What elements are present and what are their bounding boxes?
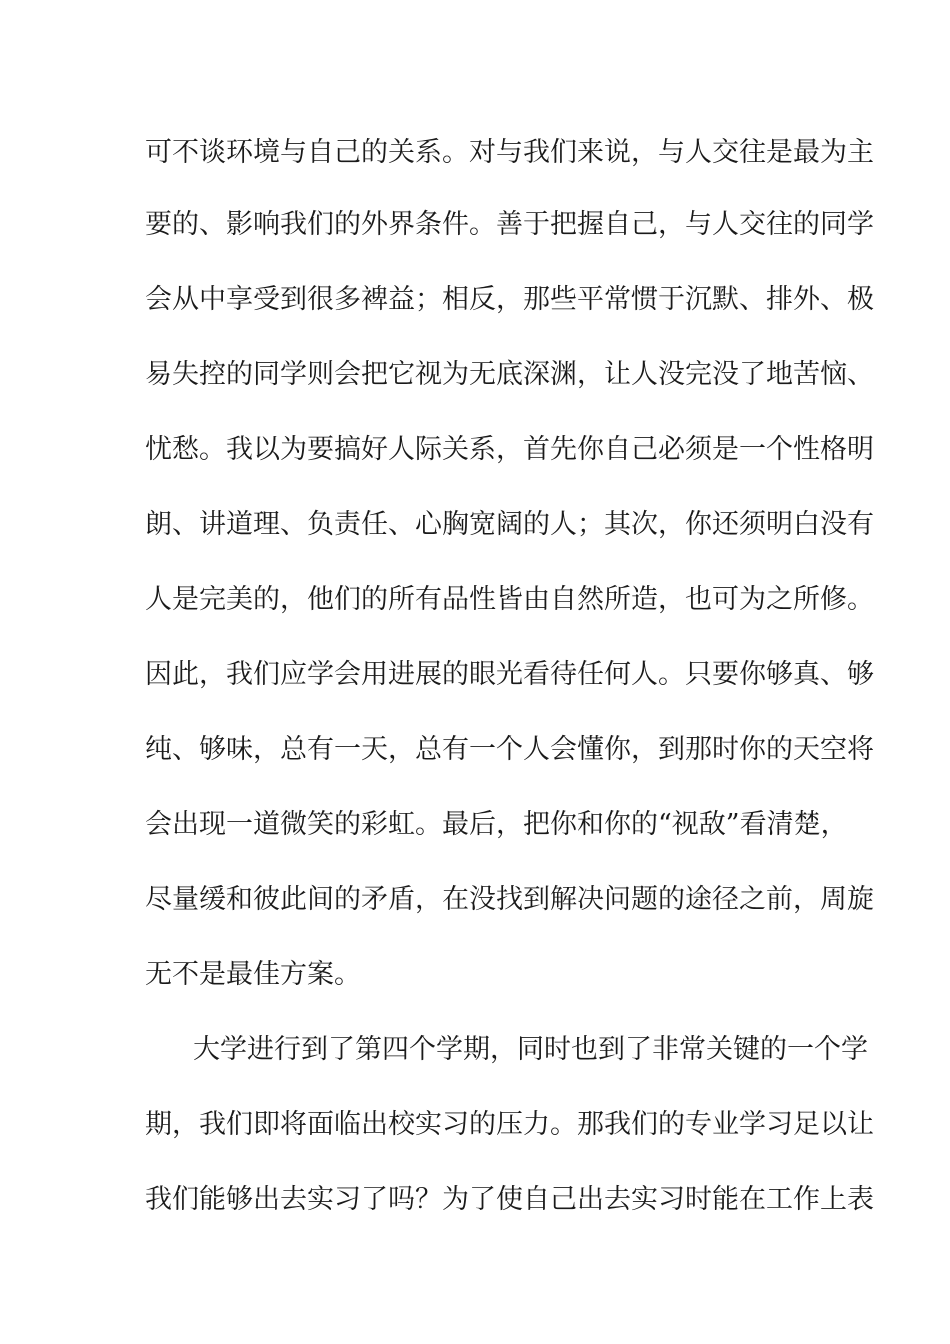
paragraph-line: 无不是最佳方案。 bbox=[145, 959, 361, 990]
paragraph-line: 我们能够出去实习了吗？为了使自己出去实习时能在工作上表 bbox=[145, 1184, 874, 1215]
paragraph-line: 纯、够味，总有一天，总有一个人会懂你，到那时你的天空将 bbox=[145, 734, 874, 765]
paragraph-line: 因此，我们应学会用进展的眼光看待任何人。只要你够真、够 bbox=[145, 659, 874, 690]
paragraph-line: 大学进行到了第四个学期，同时也到了非常关键的一个学 bbox=[193, 1034, 868, 1065]
paragraph-line: 期，我们即将面临出校实习的压力。那我们的专业学习足以让 bbox=[145, 1109, 874, 1140]
paragraph-line: 要的、影响我们的外界条件。善于把握自己，与人交往的同学 bbox=[145, 209, 874, 240]
paragraph-line: 人是完美的，他们的所有品性皆由自然所造，也可为之所修。 bbox=[145, 584, 874, 615]
paragraph-line: 朗、讲道理、负责任、心胸宽阔的人；其次，你还须明白没有 bbox=[145, 509, 874, 540]
paragraph-line: 忧愁。我以为要搞好人际关系，首先你自己必须是一个性格明 bbox=[145, 434, 874, 465]
paragraph-line: 尽量缓和彼此间的矛盾，在没找到解决问题的途径之前，周旋 bbox=[145, 884, 874, 915]
paragraph-line: 会从中享受到很多裨益；相反，那些平常惯于沉默、排外、极 bbox=[145, 284, 874, 315]
paragraph-line: 会出现一道微笑的彩虹。最后，把你和你的“视敌”看清楚， bbox=[145, 809, 848, 840]
paragraph-line: 可不谈环境与自己的关系。对与我们来说，与人交往是最为主 bbox=[145, 137, 874, 168]
paragraph-line: 易失控的同学则会把它视为无底深渊，让人没完没了地苦恼、 bbox=[145, 359, 874, 390]
